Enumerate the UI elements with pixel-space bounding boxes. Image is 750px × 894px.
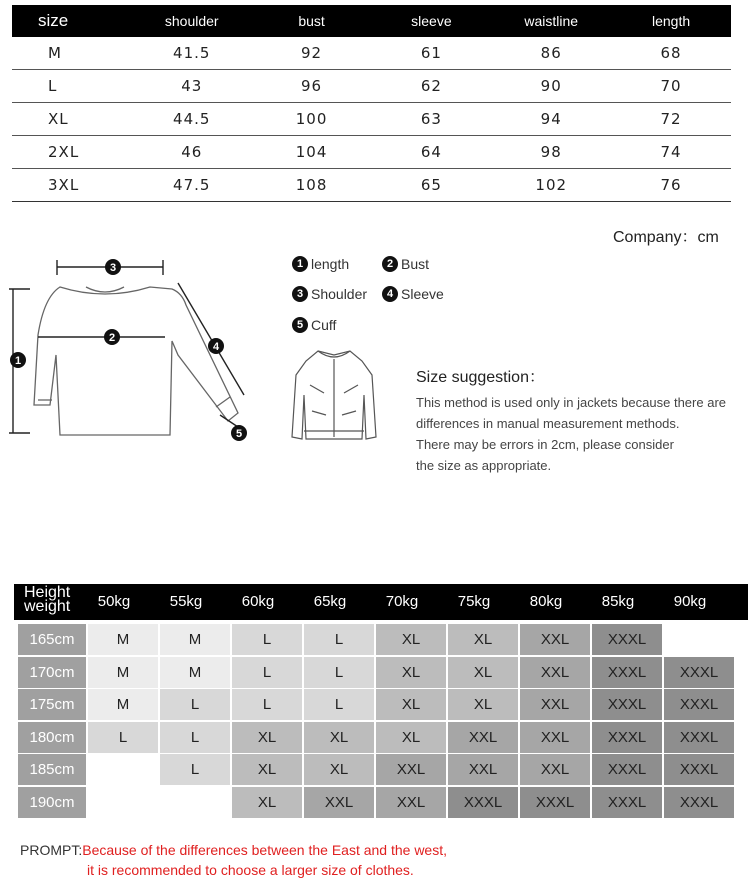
suggestion-line-3: There may be errors in 2cm, please consider xyxy=(416,437,674,452)
legend-label-shoulder: Shoulder xyxy=(311,286,368,302)
height-label: 175cm xyxy=(18,689,86,720)
header-length: length xyxy=(611,5,731,37)
size-cell-size: XL xyxy=(12,103,132,136)
suggestion-line-4: the size as appropriate. xyxy=(416,458,552,473)
size-recommendation-cell: XXXL xyxy=(664,754,734,785)
size-recommendation-cell: XXXL xyxy=(592,754,662,785)
size-cell-shoulder: 41.5 xyxy=(132,37,252,70)
weight-header: 65kg xyxy=(313,593,347,610)
corner-weight-label: weight xyxy=(24,598,71,615)
size-recommendation-cell: XXXL xyxy=(664,722,734,753)
size-recommendation-cell: XXXL xyxy=(592,624,662,655)
sweater-outline-icon xyxy=(0,245,270,455)
size-recommendation-cell: XXXL xyxy=(664,657,734,688)
size-cell-shoulder: 46 xyxy=(132,136,252,169)
svg-text:3: 3 xyxy=(109,262,117,274)
size-recommendation-cell: XXL xyxy=(520,722,590,753)
suggestion-line-1: This method is used only in jackets because there are xyxy=(416,395,727,410)
legend-num-2: 2 xyxy=(382,256,398,272)
jacket-outline-icon xyxy=(288,345,380,443)
size-recommendation-cell: XXL xyxy=(520,624,590,655)
prompt-line-1: Because of the differences between the East and the west, xyxy=(82,842,447,858)
height-label: 170cm xyxy=(18,657,86,688)
size-recommendation-cell: XXL xyxy=(448,754,518,785)
height-label: 190cm xyxy=(18,787,86,818)
size-recommendation-cell: XL xyxy=(376,689,446,720)
size-recommendation-cell xyxy=(160,787,230,818)
size-cell-waistline: 90 xyxy=(491,70,611,103)
size-recommendation-cell: XXXL xyxy=(520,787,590,818)
size-cell-length: 68 xyxy=(611,37,731,70)
suggestion-line-2: differences in manual measurement methods. xyxy=(416,416,680,431)
header-sleeve: sleeve xyxy=(371,5,491,37)
size-recommendation-cell xyxy=(88,787,158,818)
size-cell-sleeve: 63 xyxy=(371,103,491,136)
size-recommendation-cell: XL xyxy=(376,657,446,688)
size-recommendation-cell: XXXL xyxy=(664,689,734,720)
height-weight-corner xyxy=(24,586,70,614)
size-recommendation-cell: XL xyxy=(448,624,518,655)
size-cell-size: M xyxy=(12,37,132,70)
size-recommendation-cell: L xyxy=(304,657,374,688)
size-recommendation-cell: L xyxy=(88,722,158,753)
weight-header: 75kg xyxy=(457,593,491,610)
weight-header: 60kg xyxy=(241,593,275,610)
svg-text:1: 1 xyxy=(14,355,22,367)
legend-sleeve xyxy=(382,286,444,302)
size-cell-length: 70 xyxy=(611,70,731,103)
size-recommendation-cell: M xyxy=(88,624,158,655)
size-cell-sleeve: 61 xyxy=(371,37,491,70)
size-cell-length: 72 xyxy=(611,103,731,136)
size-cell-sleeve: 62 xyxy=(371,70,491,103)
size-recommendation-cell: L xyxy=(232,624,302,655)
size-row xyxy=(12,136,731,169)
size-cell-bust: 96 xyxy=(252,70,372,103)
size-cell-length: 76 xyxy=(611,169,731,202)
size-cell-shoulder: 44.5 xyxy=(132,103,252,136)
weight-header: 85kg xyxy=(601,593,635,610)
size-recommendation-cell: XXL xyxy=(520,689,590,720)
size-row xyxy=(12,70,731,103)
size-recommendation-cell: M xyxy=(88,657,158,688)
weight-header: 80kg xyxy=(529,593,563,610)
size-recommendation-cell: XL xyxy=(232,787,302,818)
size-recommendation-cell: M xyxy=(160,624,230,655)
prompt-label: PROMPT: xyxy=(20,842,83,858)
svg-text:4: 4 xyxy=(212,341,220,353)
size-recommendation-cell: XL xyxy=(232,722,302,753)
header-size: size xyxy=(12,5,132,37)
size-recommendation-cell: M xyxy=(160,657,230,688)
size-recommendation-cell: XXL xyxy=(376,787,446,818)
legend-num-5: 5 xyxy=(292,317,308,333)
corner-height-label: Height xyxy=(24,584,71,601)
size-recommendation-cell: XL xyxy=(304,722,374,753)
size-recommendation-cell: XXXL xyxy=(592,787,662,818)
size-recommendation-cell: XL xyxy=(376,722,446,753)
size-recommendation-cell: XL xyxy=(448,657,518,688)
size-recommendation-cell: XL xyxy=(448,689,518,720)
legend-label-bust: Bust xyxy=(401,256,430,272)
size-row xyxy=(12,37,731,70)
legend-num-4: 4 xyxy=(382,286,398,302)
size-row xyxy=(12,103,731,136)
size-recommendation-cell: L xyxy=(304,689,374,720)
header-bust: bust xyxy=(252,5,372,37)
size-recommendation-cell: XL xyxy=(232,754,302,785)
recommendation-header xyxy=(14,584,748,620)
size-recommendation-cell: XL xyxy=(376,624,446,655)
height-label: 180cm xyxy=(18,722,86,753)
size-cell-sleeve: 65 xyxy=(371,169,491,202)
height-label: 165cm xyxy=(18,624,86,655)
size-recommendation-cell: M xyxy=(88,689,158,720)
size-cell-size: 3XL xyxy=(12,169,132,202)
size-cell-bust: 104 xyxy=(252,136,372,169)
size-cell-waistline: 98 xyxy=(491,136,611,169)
size-cell-waistline: 94 xyxy=(491,103,611,136)
size-recommendation-cell: L xyxy=(160,754,230,785)
size-recommendation-cell: L xyxy=(232,689,302,720)
size-recommendation-cell: XXXL xyxy=(448,787,518,818)
height-label: 185cm xyxy=(18,754,86,785)
legend-label-cuff: Cuff xyxy=(311,317,337,333)
size-cell-bust: 100 xyxy=(252,103,372,136)
size-recommendation-cell: L xyxy=(232,657,302,688)
legend-label-sleeve: Sleeve xyxy=(401,286,444,302)
weight-header: 90kg xyxy=(673,593,707,610)
size-cell-size: L xyxy=(12,70,132,103)
size-cell-waistline: 102 xyxy=(491,169,611,202)
size-recommendation-cell: XXXL xyxy=(664,787,734,818)
size-recommendation-cell: XXL xyxy=(520,657,590,688)
prompt-line-2: it is recommended to choose a larger size of clothes. xyxy=(87,862,414,878)
legend-shoulder xyxy=(292,286,367,302)
size-cell-sleeve: 64 xyxy=(371,136,491,169)
svg-text:5: 5 xyxy=(235,428,243,440)
prompt-note xyxy=(20,840,447,880)
header-shoulder: shoulder xyxy=(132,5,252,37)
svg-text:2: 2 xyxy=(108,332,116,344)
size-recommendation-cell: XXL xyxy=(376,754,446,785)
size-recommendation-cell: XXXL xyxy=(592,657,662,688)
size-cell-size: 2XL xyxy=(12,136,132,169)
legend-bust xyxy=(382,256,429,272)
size-cell-shoulder: 43 xyxy=(132,70,252,103)
size-row xyxy=(12,169,731,202)
size-recommendation-cell: L xyxy=(304,624,374,655)
legend-label-length: length xyxy=(311,256,350,272)
size-cell-length: 74 xyxy=(611,136,731,169)
legend-length xyxy=(292,256,349,272)
size-recommendation-cell: XXL xyxy=(304,787,374,818)
size-cell-shoulder: 47.5 xyxy=(132,169,252,202)
size-cell-waistline: 86 xyxy=(491,37,611,70)
size-recommendation-cell: XXXL xyxy=(592,722,662,753)
legend-cuff xyxy=(292,317,336,333)
size-table-header xyxy=(12,5,731,37)
size-recommendation-cell: XXXL xyxy=(592,689,662,720)
size-recommendation-cell xyxy=(88,754,158,785)
size-recommendation-cell: XXL xyxy=(520,754,590,785)
legend-num-1: 1 xyxy=(292,256,308,272)
weight-header: 55kg xyxy=(169,593,203,610)
suggestion-title: Size suggestion： xyxy=(416,369,545,386)
size-recommendation-cell: XXL xyxy=(448,722,518,753)
weight-header: 70kg xyxy=(385,593,419,610)
unit-label: Company：cm xyxy=(613,229,719,246)
size-cell-bust: 92 xyxy=(252,37,372,70)
size-table xyxy=(12,5,731,202)
weight-header: 50kg xyxy=(97,593,131,610)
header-waistline: waistline xyxy=(491,5,611,37)
size-recommendation-cell: XL xyxy=(304,754,374,785)
size-recommendation-cell xyxy=(664,624,734,655)
size-recommendation-cell: L xyxy=(160,722,230,753)
size-cell-bust: 108 xyxy=(252,169,372,202)
legend-num-3: 3 xyxy=(292,286,308,302)
size-recommendation-cell: L xyxy=(160,689,230,720)
